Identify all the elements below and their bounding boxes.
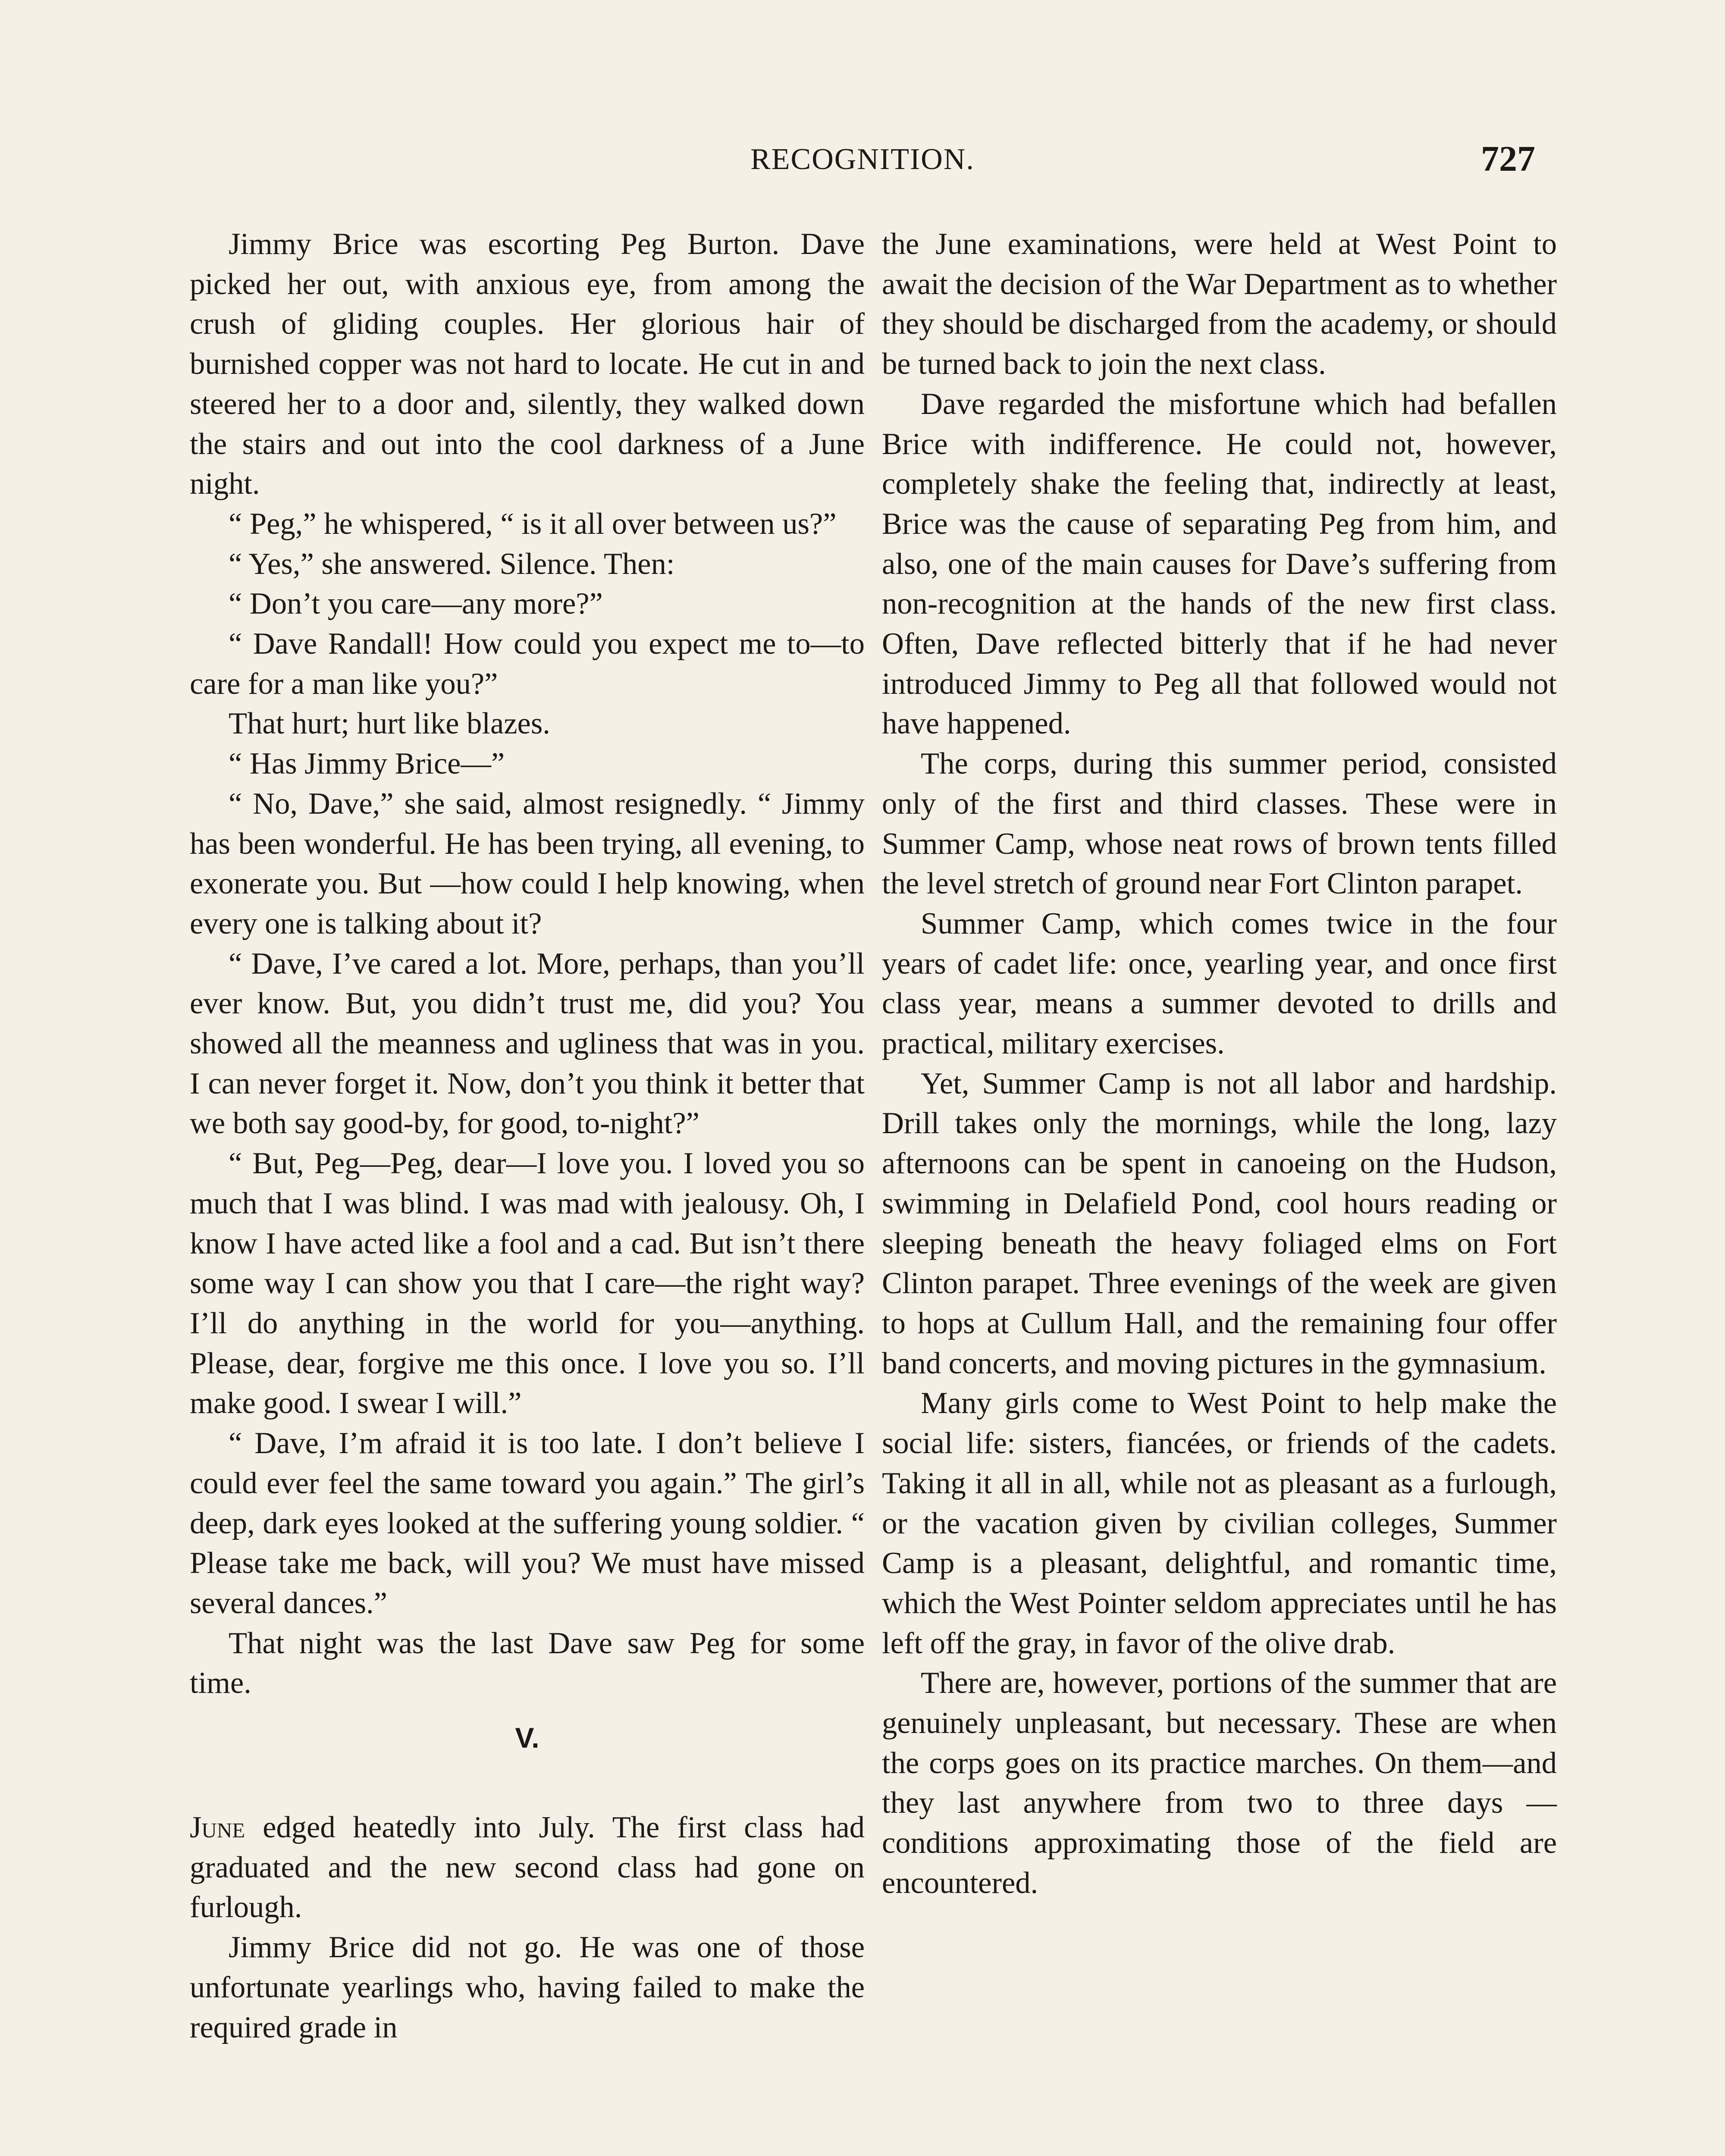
paragraph: Jimmy Brice did not go. He was one of those unfortunate yearlings who, having failed to make the required grade in	[190, 1930, 865, 2044]
running-title: RECOGNITION.	[750, 143, 975, 176]
paragraph: “ But, Peg—Peg, dear—I love you. I loved you so much that I was blind. I was mad with jealousy. Oh, I know I have acted like a fool and a cad. But isn’t there some way I can show you that I care—the right way? I’ll do anything in the world for you—anything. Please, dear, forgive me this once. I love you so. I’ll make good. I swear I will.”	[190, 1147, 865, 1420]
paragraph: Jimmy Brice was escorting Peg Burton. Dave picked her out, with anxious eye, from among the crush of gliding couples. Her glorious hair of burnished copper was not hard to locate. He cut in and steered her to a door and, silently, they walked down the stairs and out into the cool darkness of a June night.	[190, 227, 865, 501]
paragraph: The corps, during this summer period, consisted only of the first and third classes. These were in Summer Camp, whose neat rows of brown tents filled the level stretch of ground near Fort Clinton parapet.	[882, 747, 1557, 901]
opening-word: June	[190, 1811, 245, 1845]
paragraph: Dave regarded the misfortune which had befallen Brice with indifference. He could not, however, completely shake the feeling that, indirectly at least, Brice was the cause of separating Peg from him, and also, one of the main causes for Dave’s suffering from non-recognition at the hands of the new first class. Often, Dave reflected bitterly that if he had never introduced Jimmy to Peg all that followed would not have happened.	[882, 387, 1557, 741]
right-column	[882, 224, 1557, 1903]
paragraph: “ Don’t you care—any more?”	[229, 587, 603, 621]
paragraph: “ Peg,” he whispered, “ is it all over between us?”	[229, 507, 837, 541]
paragraph: “ No, Dave,” she said, almost resignedly. “ Jimmy has been wonderful. He has been trying, all evening, to exonerate you. But —how could I help knowing, when every one is talking about it?	[190, 787, 865, 940]
paragraph: “ Dave, I’m afraid it is too late. I don’t believe I could ever feel the same toward you again.” The girl’s deep, dark eyes looked at the suffering young soldier. “ Please take me back, will you? We must have missed several dances.”	[190, 1426, 865, 1620]
paragraph: That hurt; hurt like blazes.	[229, 707, 550, 741]
section-opening-paragraph	[190, 1808, 865, 1927]
paragraph: “ Dave, I’ve cared a lot. More, perhaps, than you’ll ever know. But, you didn’t trust me, did you? You showed all the meanness and ugliness that was in you. I can never forget it. Now, don’t you think it better that we both say good-by, for good, to-night?”	[190, 946, 865, 1141]
continued-paragraph: the June examinations, were held at West Point to await the decision of the War Department as to whether they should be discharged from the academy, or should be turned back to join the next class.	[882, 227, 1557, 381]
left-column	[190, 224, 865, 2047]
page-number: 727	[1481, 139, 1535, 179]
paragraph: That night was the last Dave saw Peg for some time.	[190, 1626, 865, 1700]
paragraph: “ Has Jimmy Brice—”	[229, 747, 505, 781]
paragraph: “ Dave Randall! How could you expect me to—to care for a man like you?”	[190, 627, 865, 701]
paragraph: “ Yes,” she answered. Silence. Then:	[229, 547, 675, 581]
opening-text: edged heatedly into July. The first class had graduated and the new second class had gone on furlough.	[190, 1811, 865, 1924]
paragraph: Many girls come to West Point to help make the social life: sisters, fiancées, or friends of the cadets. Taking it all in all, while not as pleasant as a furlough, or the vacation given by civilian colleges, Summer Camp is a pleasant, delightful, and romantic time, which the West Pointer seldom appreciates until he has left off the gray, in favor of the olive drab.	[882, 1386, 1557, 1660]
paragraph: Yet, Summer Camp is not all labor and hardship. Drill takes only the mornings, while the long, lazy afternoons can be spent in canoeing on the Hudson, swimming in Delafield Pond, cool hours reading or sleeping beneath the heavy foliaged elms on Fort Clinton parapet. Three evenings of the week are given to hops at Cullum Hall, and the remaining four offer band concerts, and moving pictures in the gymnasium.	[882, 1066, 1557, 1380]
paragraph: Summer Camp, which comes twice in the four years of cadet life: once, yearling year, and once first class year, means a summer devoted to drills and practical, military exercises.	[882, 906, 1557, 1061]
paragraph: There are, however, portions of the summer that are genuinely unpleasant, but necessary. These are when the corps goes on its practice marches. On them—and they last anywhere from two to three days —conditions approximating those of the field are encountered.	[882, 1666, 1557, 1900]
section-heading: V.	[515, 1722, 539, 1754]
